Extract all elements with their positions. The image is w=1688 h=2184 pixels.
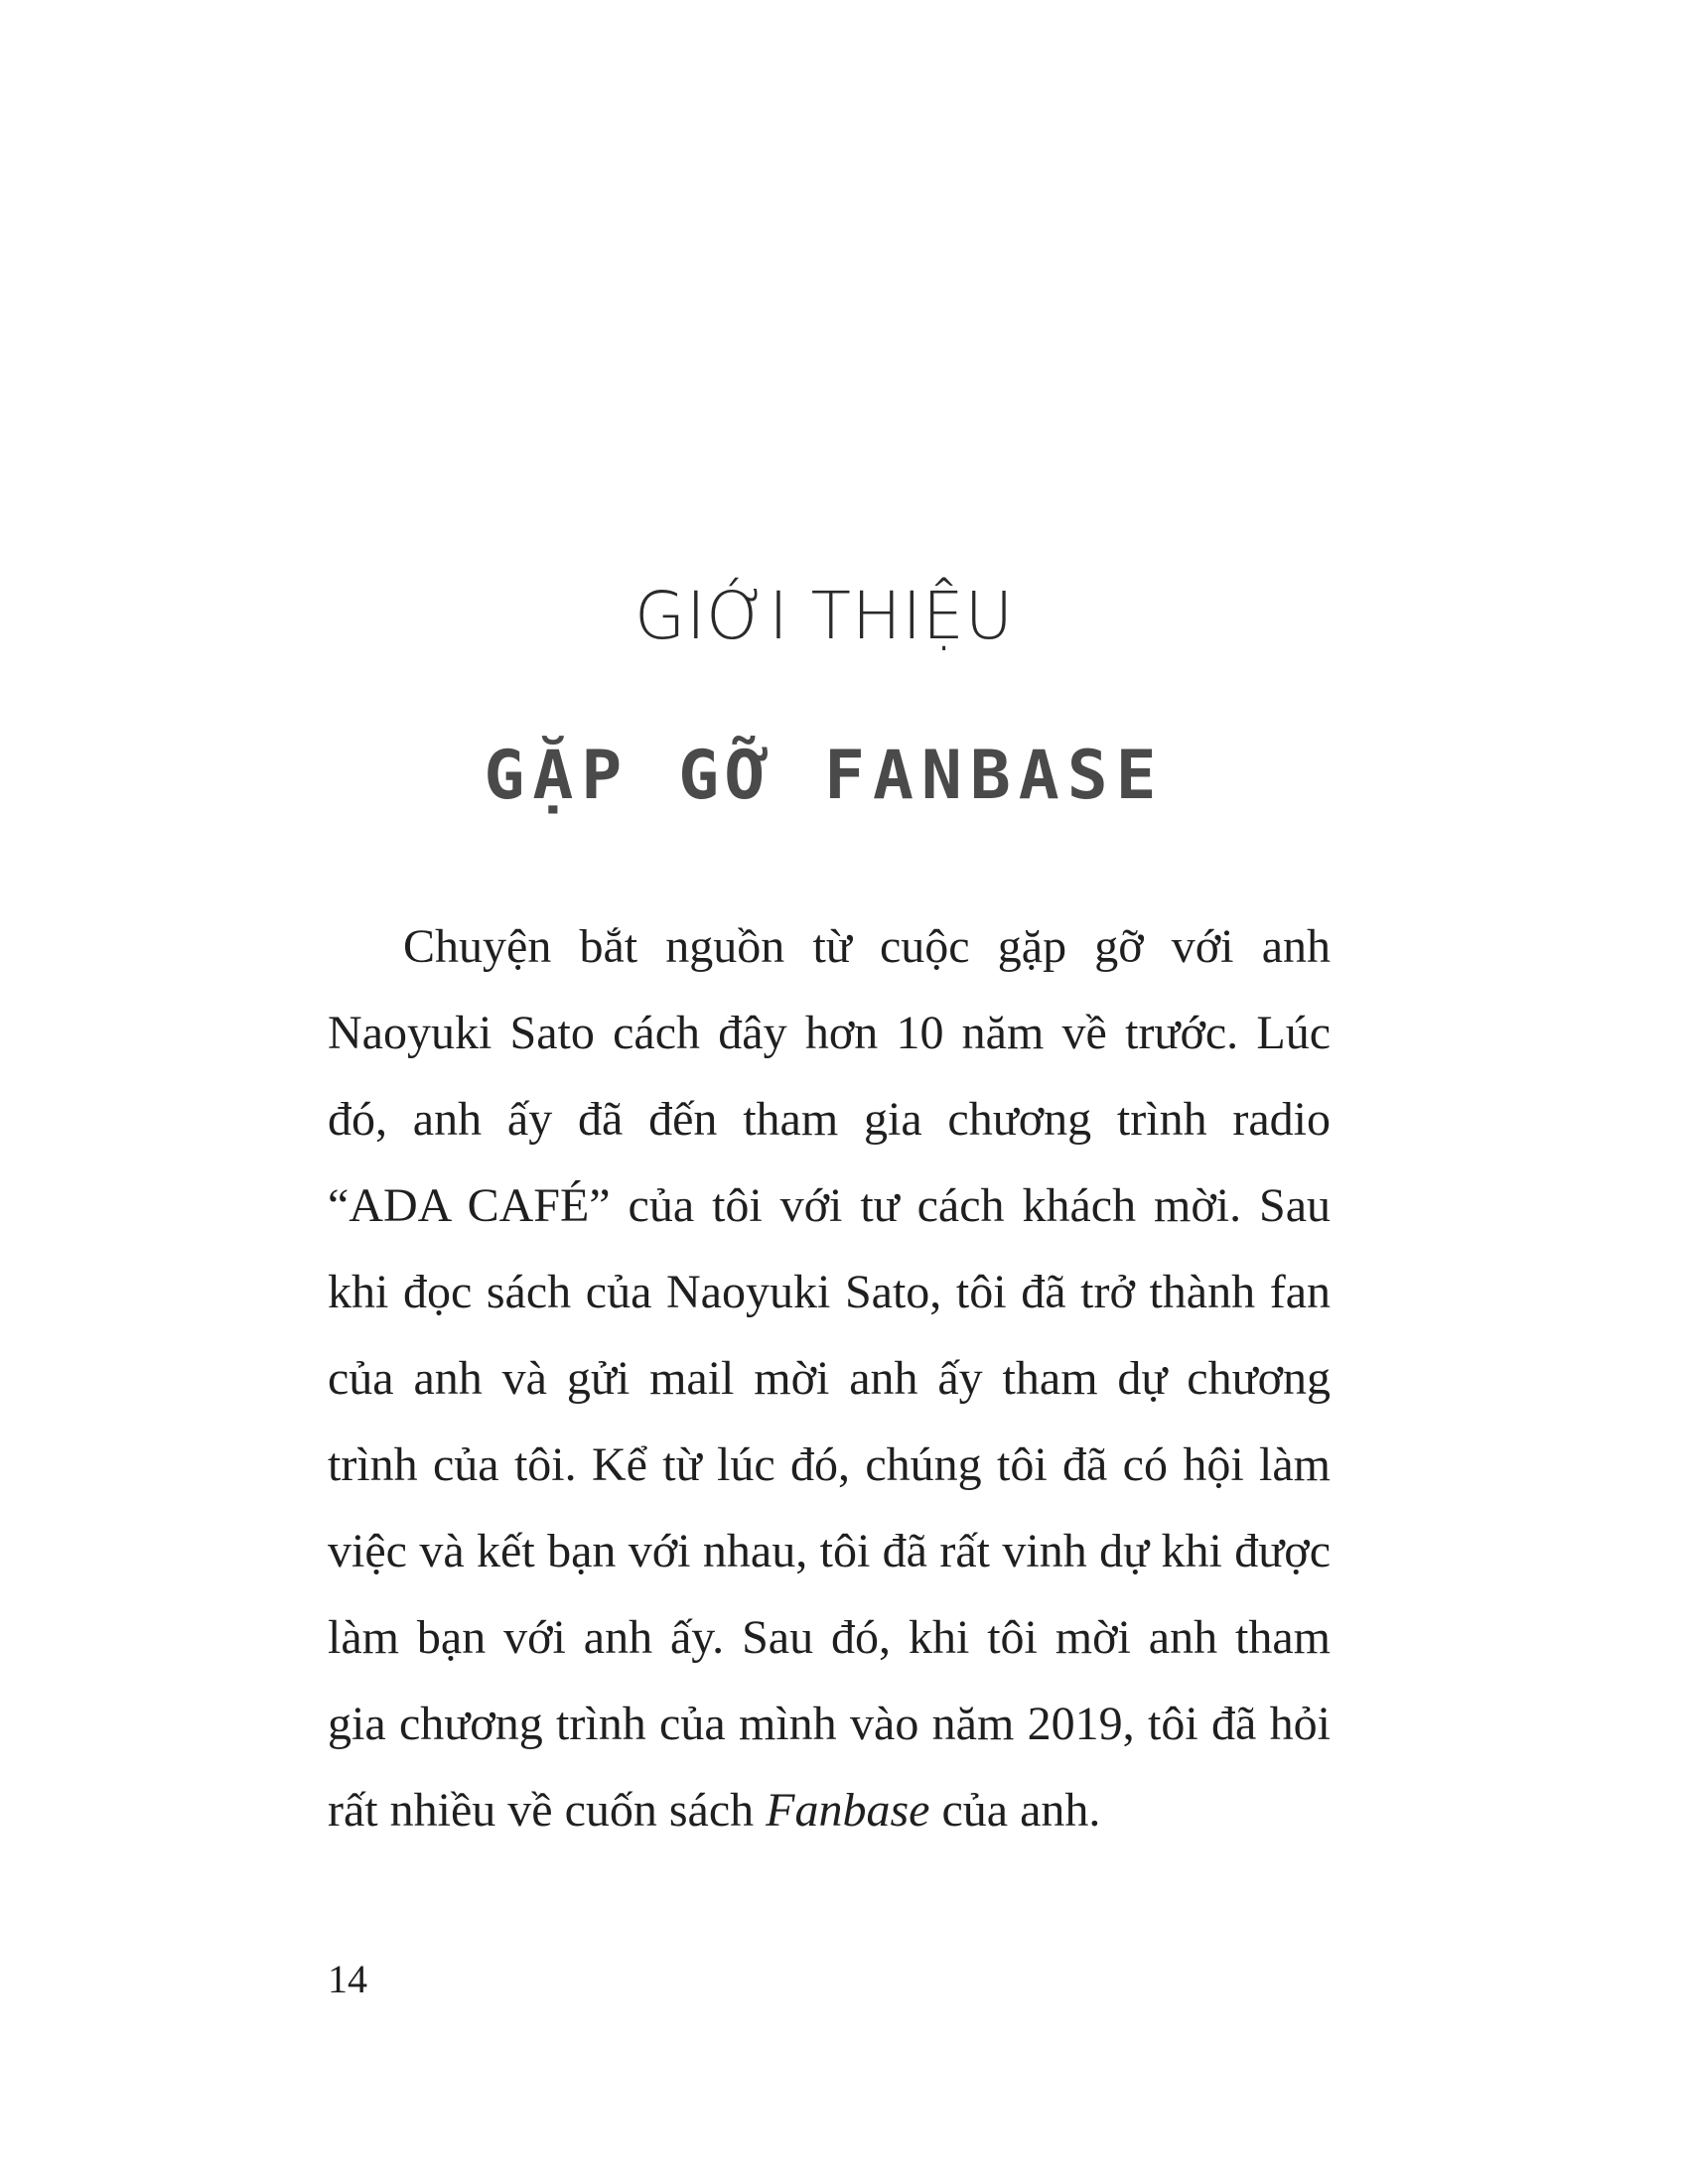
page-number: 14: [328, 1957, 367, 2001]
chapter-title: GẶP GỠ FANBASE: [484, 737, 1165, 815]
body-text-start: Chuyện bắt nguồn từ cuộc gặp gỡ với anh Naoyuki Sato cách đây hơn 10 năm về trước. Lúc đó, anh ấy đã đến tham gia chương trình radio “ADA CAFÉ” của tôi với tư cách khách mời. Sau khi đọc sách của Naoyuki Sato, tôi đã trở thành fan của anh và gửi mail mời anh ấy tham dự chương trình của tôi. Kể từ lúc đó, chúng tôi đã có hội làm việc và kết bạn với nhau, tôi đã rất vinh dự khi được làm bạn với anh ấy. Sau đó, khi tôi mời anh tham gia chương trình của mình vào năm 2019, tôi đã hỏi rất nhiều về cuốn sách: [328, 920, 1331, 1837]
chapter-label: GIỚI THIỆU: [633, 578, 1015, 654]
book-title-italic: Fanbase: [766, 1784, 930, 1837]
body-text-end: của anh.: [929, 1784, 1101, 1837]
body-paragraph: [328, 903, 1331, 1853]
